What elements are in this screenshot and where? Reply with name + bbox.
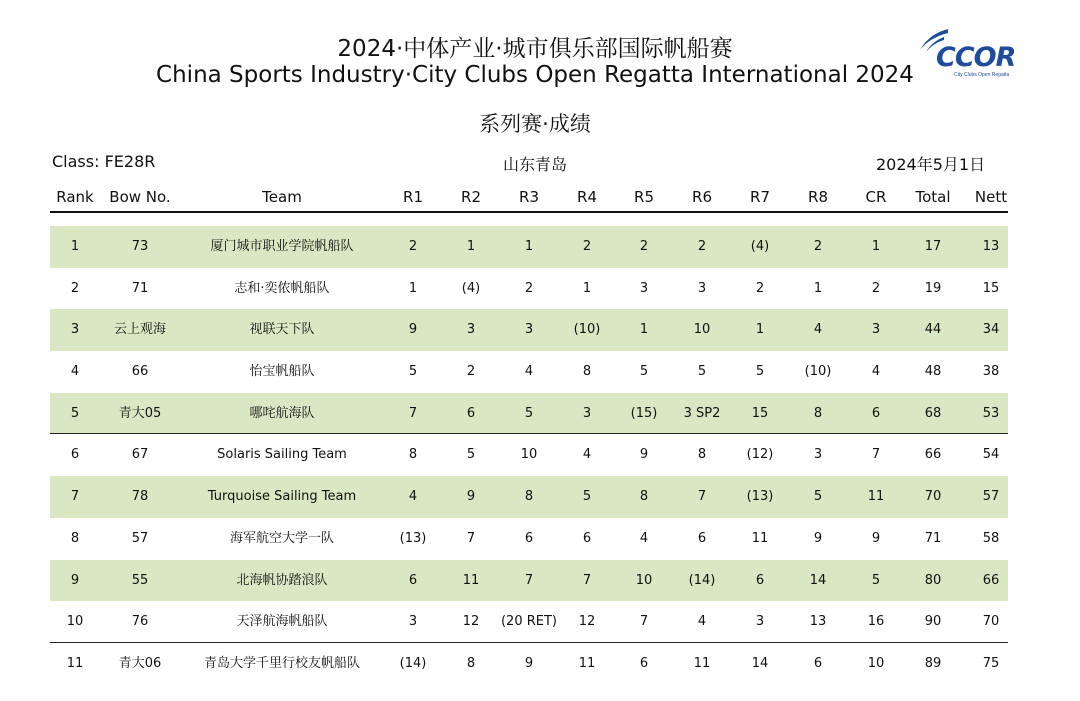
cell-cr: 4	[871, 364, 881, 380]
cell-team: 视联天下队	[249, 322, 315, 338]
cell-r3: 2	[524, 280, 534, 296]
cell-r7: 5	[755, 364, 765, 380]
cell-r7: 1	[755, 322, 765, 338]
cell-r2: 5	[466, 447, 476, 463]
cell-total: 80	[924, 572, 942, 588]
cell-r5: 7	[639, 614, 649, 630]
cell-r1: 2	[408, 239, 418, 254]
subtitle: 系列赛·成绩	[479, 112, 591, 136]
cell-team: 怡宝帆船队	[249, 364, 315, 380]
cell-cr: 10	[867, 655, 885, 671]
cell-r3: 7	[524, 572, 534, 588]
cell-r6: (14)	[688, 572, 716, 588]
cell-nett: 58	[982, 530, 1000, 546]
cell-total: 68	[924, 405, 942, 421]
header-cr: CR	[865, 188, 887, 206]
cell-r3: 8	[524, 489, 534, 505]
header-r7: R7	[750, 188, 770, 206]
cell-r3: 1	[524, 239, 534, 254]
cell-bow: 55	[131, 572, 149, 588]
table-row	[50, 226, 1008, 268]
results-table	[50, 226, 1008, 685]
cell-bow: 71	[131, 280, 149, 296]
cell-r1: 6	[408, 572, 418, 588]
cell-r5: 10	[635, 572, 653, 588]
cell-r2: 11	[462, 572, 480, 588]
cell-r8: 9	[813, 530, 823, 546]
cell-r4: 7	[582, 572, 592, 588]
cell-r2: 6	[466, 405, 476, 421]
cell-r5: 3	[639, 280, 649, 296]
cell-r1: 9	[408, 322, 418, 338]
cell-r4: 6	[582, 530, 592, 546]
header-r5: R5	[634, 188, 654, 206]
cell-rank: 8	[70, 530, 80, 546]
title-english: China Sports Industry·City Clubs Open Regatta International 2024	[156, 62, 914, 88]
cell-r8: 5	[813, 489, 823, 505]
cell-rank: 11	[66, 655, 84, 671]
header-r4: R4	[577, 188, 597, 206]
cell-r4: 8	[582, 364, 592, 380]
cell-r5: (15)	[630, 405, 658, 421]
table-row	[50, 476, 1008, 518]
cell-r4: 1	[582, 280, 592, 296]
cell-r4: 2	[582, 239, 592, 254]
cell-r5: 2	[639, 239, 649, 254]
cell-r3: 6	[524, 530, 534, 546]
cell-r5: 8	[639, 489, 649, 505]
cell-r8: 2	[813, 239, 823, 254]
cell-r6: 2	[697, 239, 707, 254]
cell-r8: (10)	[804, 364, 832, 380]
cell-r8: 3	[813, 447, 823, 463]
header-r6: R6	[692, 188, 712, 206]
cell-nett: 38	[982, 364, 1000, 380]
cell-r1: (14)	[399, 655, 427, 671]
cell-cr: 11	[867, 489, 885, 505]
cell-r1: 3	[408, 614, 418, 630]
cell-nett: 70	[982, 614, 1000, 630]
cell-r4: 5	[582, 489, 592, 505]
cell-nett: 66	[982, 572, 1000, 588]
cell-r6: 4	[697, 614, 707, 630]
cell-r6: 8	[697, 447, 707, 463]
cell-r6: 3	[697, 280, 707, 296]
cell-r6: 10	[693, 322, 711, 338]
header-total: Total	[915, 188, 951, 206]
cell-r1: 5	[408, 364, 418, 380]
cell-r6: 5	[697, 364, 707, 380]
cell-team: 海军航空大学一队	[229, 530, 334, 546]
cell-total: 48	[924, 364, 942, 380]
cell-r7: (13)	[746, 489, 774, 505]
cell-bow: 73	[131, 239, 149, 254]
cell-r6: 6	[697, 530, 707, 546]
cell-bow: 67	[131, 447, 149, 463]
header-rank: Rank	[56, 188, 94, 206]
header-r2: R2	[461, 188, 481, 206]
cell-team: 厦门城市职业学院帆船队	[210, 239, 354, 254]
cell-total: 71	[924, 530, 942, 546]
cell-r3: 9	[524, 655, 534, 671]
cell-r5: 5	[639, 364, 649, 380]
cell-r7: (12)	[746, 447, 774, 463]
cell-team: 青岛大学千里行校友帆船队	[203, 655, 360, 671]
cell-r2: 8	[466, 655, 476, 671]
cell-nett: 34	[982, 322, 1000, 338]
cell-r3: (20 RET)	[500, 614, 557, 630]
cell-r2: 7	[466, 530, 476, 546]
ccor-logo	[914, 26, 1014, 82]
cell-cr: 6	[871, 405, 881, 421]
cell-r7: 6	[755, 572, 765, 588]
cell-r4: 4	[582, 447, 592, 463]
cell-bow: 76	[131, 614, 149, 630]
cell-r5: 4	[639, 530, 649, 546]
cell-r1: 7	[408, 405, 418, 421]
cell-bow: 青大06	[118, 655, 162, 671]
cell-r4: 11	[578, 655, 596, 671]
table-header	[50, 181, 1008, 213]
cell-rank: 6	[70, 447, 80, 463]
cell-r7: 11	[751, 530, 769, 546]
cell-bow: 66	[131, 364, 149, 380]
header-r1: R1	[403, 188, 423, 206]
table-row	[50, 434, 1008, 476]
cell-r7: 15	[751, 405, 769, 421]
cell-r2: 9	[466, 489, 476, 505]
cell-cr: 5	[871, 572, 881, 588]
table-row	[50, 393, 1008, 435]
cell-rank: 10	[66, 614, 84, 630]
cell-r2: 2	[466, 364, 476, 380]
cell-r2: 1	[466, 239, 476, 254]
cell-total: 44	[924, 322, 942, 338]
cell-team: 志和·奕侬帆船队	[234, 280, 330, 296]
cell-total: 90	[924, 614, 942, 630]
cell-r3: 5	[524, 405, 534, 421]
cell-r3: 3	[524, 322, 534, 338]
logo-text: CCOR	[936, 42, 1016, 73]
cell-rank: 5	[70, 405, 80, 421]
cell-r1: (13)	[399, 530, 427, 546]
cell-rank: 3	[70, 322, 80, 338]
cell-total: 19	[924, 280, 942, 296]
cell-rank: 7	[70, 489, 80, 505]
cell-total: 66	[924, 447, 942, 463]
table-row	[50, 268, 1008, 310]
cell-total: 70	[924, 489, 942, 505]
cell-team: Turquoise Sailing Team	[207, 489, 357, 505]
class-label: Class: FE28R	[52, 152, 156, 171]
cell-r4: 12	[578, 614, 596, 630]
cell-cr: 16	[867, 614, 885, 630]
cell-r3: 4	[524, 364, 534, 380]
cell-rank: 1	[70, 239, 80, 254]
cell-r1: 4	[408, 489, 418, 505]
cell-r7: 14	[751, 655, 769, 671]
cell-cr: 9	[871, 530, 881, 546]
cell-team: Solaris Sailing Team	[217, 447, 347, 463]
cell-r5: 9	[639, 447, 649, 463]
cell-r8: 8	[813, 405, 823, 421]
table-row	[50, 560, 1008, 602]
cell-r8: 13	[809, 614, 827, 630]
cell-r1: 1	[408, 280, 418, 296]
cell-rank: 4	[70, 364, 80, 380]
header-bow: Bow No.	[109, 188, 171, 206]
cell-r2: (4)	[461, 280, 481, 296]
cell-r8: 1	[813, 280, 823, 296]
date-label: 2024年5月1日	[876, 155, 986, 174]
cell-r6: 7	[697, 489, 707, 505]
cell-cr: 2	[871, 280, 881, 296]
header-r3: R3	[519, 188, 539, 206]
header-team: Team	[262, 188, 302, 206]
cell-r2: 3	[466, 322, 476, 338]
table-row	[50, 601, 1008, 643]
cell-team: 哪咤航海队	[249, 405, 315, 421]
cell-nett: 75	[982, 655, 1000, 671]
cell-cr: 3	[871, 322, 881, 338]
cell-nett: 15	[982, 280, 1000, 296]
cell-nett: 54	[982, 447, 1000, 463]
title-chinese: 2024·中体产业·城市俱乐部国际帆船赛	[337, 36, 733, 62]
header-r8: R8	[808, 188, 828, 206]
cell-bow: 青大05	[118, 405, 162, 421]
cell-total: 89	[924, 655, 942, 671]
cell-rank: 9	[70, 572, 80, 588]
cell-r5: 1	[639, 322, 649, 338]
cell-r6: 11	[693, 655, 711, 671]
cell-r8: 14	[809, 572, 827, 588]
cell-r6: 3 SP2	[683, 405, 721, 421]
cell-team: 天泽航海帆船队	[236, 614, 328, 630]
cell-cr: 1	[871, 239, 881, 254]
table-row	[50, 309, 1008, 351]
cell-r4: (10)	[573, 322, 601, 338]
location-label: 山东青岛	[502, 155, 567, 174]
cell-rank: 2	[70, 280, 80, 296]
logo-subtext: City Clubs Open Regatta	[954, 72, 1010, 78]
cell-nett: 53	[982, 405, 1000, 421]
header-nett: Nett	[974, 188, 1008, 206]
table-row	[50, 351, 1008, 393]
table-row	[50, 643, 1008, 685]
table-row	[50, 518, 1008, 560]
cell-r8: 6	[813, 655, 823, 671]
cell-r7: 2	[755, 280, 765, 296]
cell-nett: 57	[982, 489, 1000, 505]
cell-r7: (4)	[750, 239, 770, 254]
cell-r1: 8	[408, 447, 418, 463]
cell-r8: 4	[813, 322, 823, 338]
cell-r5: 6	[639, 655, 649, 671]
cell-bow: 57	[131, 530, 149, 546]
cell-bow: 云上观海	[113, 322, 166, 338]
cell-cr: 7	[871, 447, 881, 463]
cell-r3: 10	[520, 447, 538, 463]
cell-r2: 12	[462, 614, 480, 630]
cell-r4: 3	[582, 405, 592, 421]
cell-team: 北海帆协踏浪队	[236, 572, 328, 588]
cell-bow: 78	[131, 489, 149, 505]
cell-total: 17	[924, 239, 942, 254]
cell-r7: 3	[755, 614, 765, 630]
cell-nett: 13	[982, 239, 1000, 254]
